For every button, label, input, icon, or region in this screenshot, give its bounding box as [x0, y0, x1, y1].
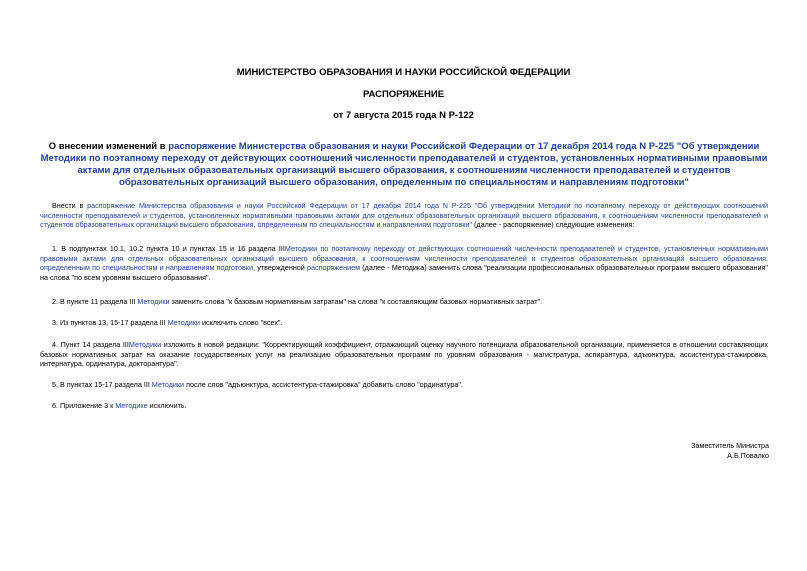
- item-3-text-1: 3. Из пунктов 13, 15-17 раздела III: [52, 318, 168, 327]
- item-6-link[interactable]: Методике: [115, 401, 148, 410]
- document-heading: [40, 141, 768, 189]
- item-5: [40, 380, 768, 390]
- item-4: [40, 340, 768, 369]
- intro-text-2: (далее - распоряжение) следующие изменения:: [472, 220, 635, 230]
- item-5-text-1: 5. В пунктах 15-17 раздела III: [52, 380, 152, 389]
- item-2: [40, 297, 768, 307]
- item-1-text-1: 1. В подпунктах 10.1, 10.2 пункта 10 и пунктах 15 и 16 раздела III: [52, 244, 285, 253]
- signatory-name: А.Б.Повалко: [727, 451, 769, 460]
- item-2-text-2: заменить слова "к базовым нормативным затратам" на слова "к составляющим базовых нормативных затрат".: [169, 297, 543, 306]
- item-3: [40, 318, 768, 328]
- item-6-text-2: исключить.: [147, 401, 187, 410]
- intro-link[interactable]: распоряжение Министерства образования и науки Российской Федерации от 17 декабря 2014 года N Р-225 "Об утверждении Методики по поэтапному переходу от действующих соотношений численности преподавателей и студентов, установленных нормативными правовыми актами для отдельных образовательных организаций высшего образования, к соотношениям численности преподавателей и студентов образовательных организаций высшего образования, определенным по специальностям и направлениям подготовки": [40, 201, 768, 230]
- item-3-link[interactable]: Методики: [167, 318, 200, 327]
- intro-paragraph: [40, 201, 768, 230]
- signature-block: [691, 441, 769, 461]
- item-1: [40, 244, 768, 282]
- document-date: от 7 августа 2015 года N Р-122: [333, 110, 474, 121]
- item-2-link[interactable]: Методики: [137, 297, 170, 306]
- intro-text-1: Внести в: [52, 201, 88, 210]
- signatory-position: Заместитель Министра: [691, 441, 769, 450]
- item-2-text-1: 2. В пункте 11 раздела III: [52, 297, 138, 306]
- item-1-link-2[interactable]: распоряжением: [307, 263, 361, 273]
- item-4-text-2: изложить в новой редакции: "Корректирующий коэффициент, отражающий оценку научного потенциала образовательной организации, применяется в отношении составляющих базовых нормативных затрат на оказание государственных услуг на реализацию образовательных программ по уровням образования - магистратура, аспирантура, адъюнктура, ассистентура-стажировка, интернатура, ординатура, докторантура".: [40, 340, 768, 369]
- heading-text: О внесении изменений в: [48, 141, 169, 152]
- item-5-text-2: после слов "адъюнктура, ассистентура-стажировка" добавить слово "ординатура".: [184, 380, 463, 389]
- item-4-text-1: 4. Пункт 14 раздела III: [52, 340, 129, 349]
- item-6-text-1: 6. Приложение 3 к: [52, 401, 116, 410]
- item-1-text-3: (далее - Методика) заменить слова "реализации профессиональных образовательных программ высшего образования" на слова "по всем уровням высшего образования".: [40, 263, 768, 282]
- heading-link[interactable]: распоряжение Министерства образования и науки Российской Федерации от 17 декабря 2014 года N Р-225 "Об утверждении Методики по поэтапному переходу от действующих соотношений численности преподавателей и студентов, установленных нормативными правовыми актами для отдельных образовательных организаций высшего образования, к соотношениям численности преподавателей и студентов образовательных организаций высшего образования, определенным по специальностям и направлениям подготовки": [40, 141, 768, 188]
- document-type: РАСПОРЯЖЕНИЕ: [362, 89, 445, 100]
- item-5-link[interactable]: Методики: [151, 380, 185, 389]
- ministry-title: МИНИСТЕРСТВО ОБРАЗОВАНИЯ И НАУКИ РОССИЙСКОЙ ФЕДЕРАЦИИ: [236, 67, 571, 78]
- item-3-text-2: исключить слово "всех".: [199, 318, 283, 327]
- item-4-link[interactable]: Методики: [128, 340, 162, 349]
- item-6: [40, 401, 768, 411]
- item-1-link-1[interactable]: Методики по поэтапному переходу от действующих соотношений численности преподавателей и студентов, установленных нормативными правовыми актами для отдельных образовательных организаций высшего образования, к соотношениям численности преподавателей и студентов образовательных организаций высшего образования, определенным по специальностям и направлениям подготовки: [40, 244, 769, 273]
- item-1-text-2: , утвержденной: [253, 263, 308, 273]
